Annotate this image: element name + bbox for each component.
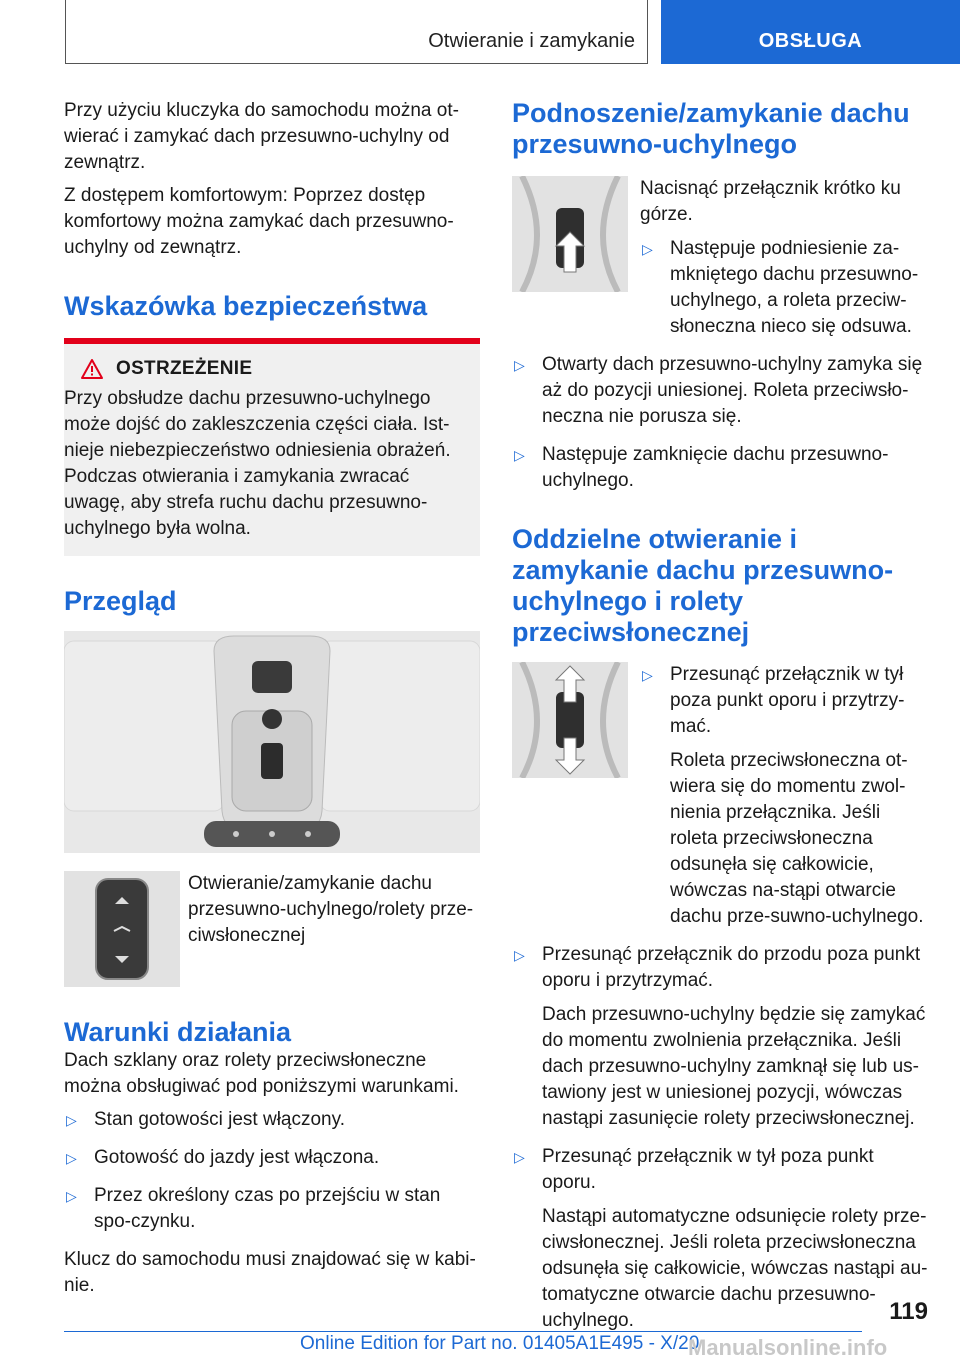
roof-console-image <box>64 631 480 853</box>
edition-text: Online Edition for Part no. 01405A1E495 - X/20 <box>300 1333 700 1354</box>
header-box <box>65 0 648 64</box>
raise-step-text: Następuje podniesienie za-mkniętego dachu przesuwno-uchylnego, a roleta przeciw-słoneczna nieco się odsuwa. <box>670 238 919 337</box>
warning-box <box>64 338 480 556</box>
bullet-triangle-icon: ▷ <box>642 667 653 683</box>
bullet-triangle-icon: ▷ <box>642 241 653 257</box>
condition-text: Przez określony czas po przejściu w stan spo-czynku. <box>94 1185 441 1232</box>
raise-heading: Podnoszenie/zamykanie dachu przesuwno-uchylnego <box>512 98 910 159</box>
raise-step <box>512 442 928 494</box>
intro-paragraph: Przy użyciu kluczyka do samochodu można ot-wierać i zamykać dach przesuwno-uchylny od zewnątrz. <box>64 100 459 173</box>
raise-figure <box>512 176 928 352</box>
overview-heading: Przegląd <box>64 586 177 616</box>
switch-caption: Otwieranie/zamykanie dachu przesuwno-uchylnego/rolety prze-ciwsłonecznej <box>188 873 474 946</box>
warning-title: OSTRZEŻENIE <box>116 358 253 379</box>
warning-text: Przy obsłudze dachu przesuwno-uchylnego może dojść do zakleszczenia części ciała. Ist-nieje niebezpieczeństwo odniesienia obrażeń. Podczas otwierania i zamykania zwracać uwagę, aby strefa ruchu dachu przesuwno-uchylnego była wolna. <box>64 388 451 539</box>
left-column <box>64 98 480 1306</box>
warning-header <box>64 358 468 380</box>
separate-step-detail: Nastąpi automatyczne odsunięcie rolety prze-ciwsłonecznej. Jeśli roleta przeciwsłoneczna odsunęła się całkowicie, wówczas nastąpi au-tomatyczne otwarcie dachu przesuwno-uchylnego. <box>542 1206 928 1331</box>
right-column <box>512 98 928 1346</box>
conditions-heading: Warunki działania <box>64 1017 292 1047</box>
bullet-triangle-icon: ▷ <box>66 1188 77 1204</box>
conditions-text: Dach szklany oraz rolety przeciwsłoneczne można obsługiwać pod poniższymi warunkami. <box>64 1050 459 1097</box>
switch-up-image <box>512 176 628 292</box>
page-number: 119 <box>889 1298 928 1325</box>
separate-step-text: Przesunąć przełącznik w tył poza punkt oporu. <box>542 1146 874 1193</box>
separate-step-detail: Roleta przeciwsłoneczna ot-wiera się do momentu zwol-nienia przełącznika. Jeśli roleta przeciwsłoneczna odsunęła się całkowicie, wówczas na-stąpi otwarcie dachu prze-suwno-uchylnego. <box>670 750 924 927</box>
separate-step <box>640 662 928 930</box>
raise-step-text: Otwarty dach przesuwno-uchylny zamyka się aż do pozycji uniesionej. Roleta przeciwsło-neczna nie porusza się. <box>542 354 923 427</box>
bullet-triangle-icon: ▷ <box>66 1112 77 1128</box>
separate-step-detail: Dach przesuwno-uchylny będzie się zamykać do momentu zwolnienia przełącznika. Jeśli dach przesuwno-uchylny zamknął się lub us-tawiony jest w uniesionej pozycji, wówczas nastąpi zasunięcie rolety przeciwsłonecznej. <box>542 1004 926 1129</box>
switch-figure <box>64 871 480 987</box>
separate-figure <box>512 662 928 942</box>
bullet-triangle-icon: ▷ <box>514 947 525 963</box>
bullet-triangle-icon: ▷ <box>514 1149 525 1165</box>
raise-step <box>512 352 928 430</box>
switch-slide-image <box>512 662 628 778</box>
separate-heading: Oddzielne otwieranie i zamykanie dachu przesuwno-uchylnego i rolety przeciwsłonecznej <box>512 524 894 647</box>
condition-item <box>64 1107 480 1133</box>
footer-divider <box>64 1331 862 1332</box>
condition-text: Gotowość do jazdy jest włączona. <box>94 1147 380 1168</box>
condition-item <box>64 1183 480 1235</box>
raise-step-text: Następuje zamknięcie dachu przesuwno-uchylnego. <box>542 444 889 491</box>
switch-image <box>64 871 180 987</box>
bullet-triangle-icon: ▷ <box>66 1150 77 1166</box>
section-tab-label: OBSŁUGA <box>758 30 863 52</box>
bullet-triangle-icon: ▷ <box>514 447 525 463</box>
separate-step-text: Przesunąć przełącznik w tył poza punkt oporu i przytrzy-mać. <box>670 664 905 737</box>
safety-heading: Wskazówka bezpieczeństwa <box>64 291 428 321</box>
section-tab[interactable] <box>661 0 960 64</box>
header-title: Otwieranie i zamykanie <box>428 30 635 52</box>
raise-text: Nacisnąć przełącznik krótko ku górze. <box>640 178 901 225</box>
raise-step <box>640 236 928 340</box>
separate-step-text: Przesunąć przełącznik do przodu poza punkt oporu i przytrzymać. <box>542 944 921 991</box>
bullet-triangle-icon: ▷ <box>514 357 525 373</box>
watermark: Manualsonline.info <box>688 1335 888 1360</box>
warning-icon <box>80 358 104 380</box>
separate-step <box>512 942 928 1132</box>
comfort-access-paragraph: Z dostępem komfortowym: Poprzez dostęp komfortowy można zamykać dach przesuwno-uchylny od zewnątrz. <box>64 185 454 258</box>
condition-text: Stan gotowości jest włączony. <box>94 1109 345 1130</box>
key-text: Klucz do samochodu musi znajdować się w kabi-nie. <box>64 1249 476 1296</box>
condition-item <box>64 1145 480 1171</box>
